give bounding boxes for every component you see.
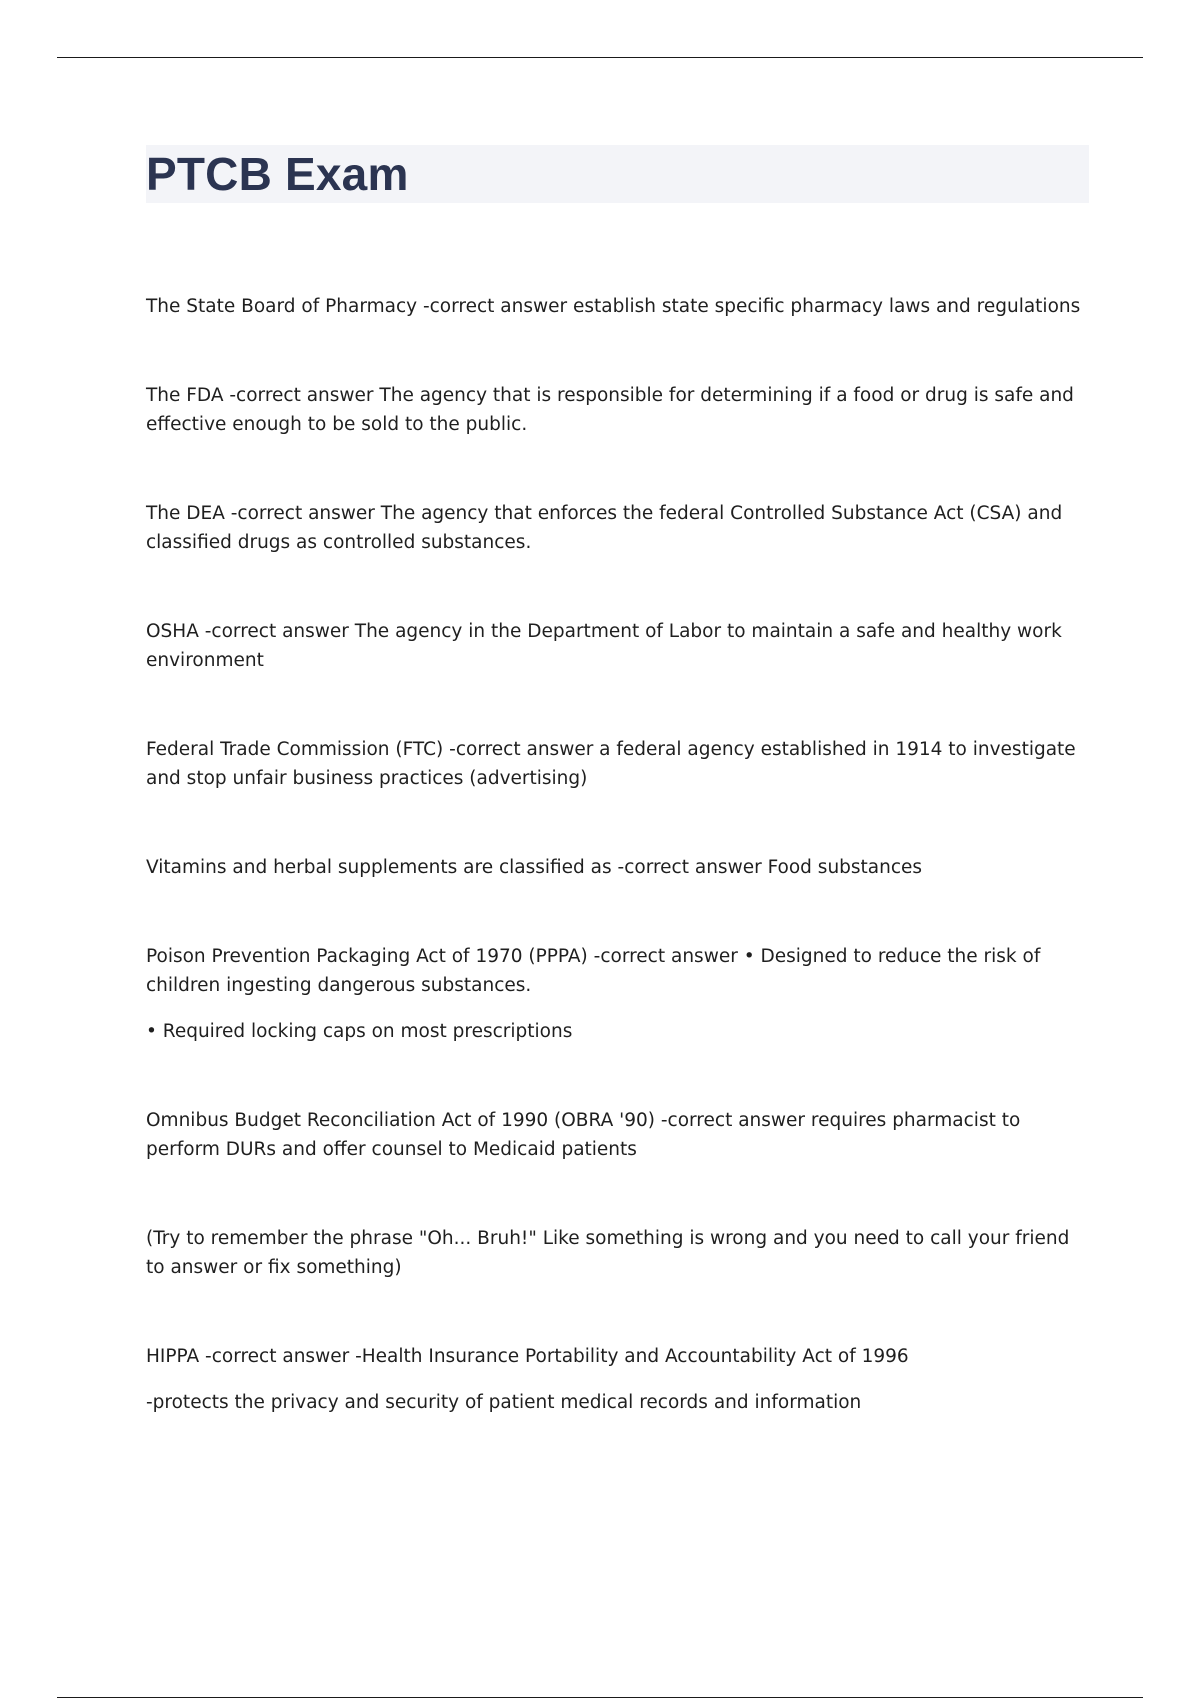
flashcard-entry — [146, 735, 1091, 793]
entry-text: (Try to remember the phrase "Oh... Bruh!" Like something is wrong and you need to call your friend to answer or fix something) — [146, 1228, 1070, 1278]
flashcard-entry — [146, 381, 1091, 439]
flashcard-entry — [146, 1224, 1091, 1282]
flashcard-entry — [146, 942, 1091, 1046]
entry-text: Omnibus Budget Reconciliation Act of 1990 (OBRA '90) -correct answer requires pharmacist to perform DURs and offer counsel to Medicaid patients — [146, 1110, 1021, 1160]
entry-text: HIPPA -correct answer -Health Insurance Portability and Accountability Act of 1996 — [146, 1346, 909, 1367]
entry-text: The FDA -correct answer The agency that is responsible for determining if a food or drug is safe and effective enough to be sold to the public. — [146, 385, 1074, 435]
entry-text: Vitamins and herbal supplements are classified as -correct answer Food substances — [146, 857, 923, 878]
entry-text: Poison Prevention Packaging Act of 1970 (PPPA) -correct answer • Designed to reduce the risk of children ingesting dangerous substances. — [146, 946, 1041, 996]
entry-text: OSHA -correct answer The agency in the Department of Labor to maintain a safe and healthy work environment — [146, 621, 1062, 671]
footer-rule — [57, 1697, 1143, 1698]
flashcard-entry — [146, 853, 1091, 882]
entry-detail-text: -protects the privacy and security of patient medical records and information — [146, 1392, 862, 1413]
page-title: PTCB Exam — [146, 148, 409, 200]
entry-bullet-text: • Required locking caps on most prescriptions — [146, 1021, 573, 1042]
flashcard-entry — [146, 292, 1091, 321]
flashcard-entry — [146, 617, 1091, 675]
entry-text: Federal Trade Commission (FTC) -correct answer a federal agency established in 1914 to investigate and stop unfair business practices (advertising) — [146, 739, 1076, 789]
flashcard-entry — [146, 1342, 1091, 1417]
entry-text: The DEA -correct answer The agency that enforces the federal Controlled Substance Act (CSA) and classified drugs as controlled substances. — [146, 503, 1063, 553]
flashcard-entry — [146, 1106, 1091, 1164]
flashcard-entry — [146, 499, 1091, 557]
flashcard-list — [146, 292, 1091, 1477]
header-rule — [57, 57, 1143, 58]
entry-text: The State Board of Pharmacy -correct answer establish state specific pharmacy laws and regulations — [146, 296, 1081, 317]
